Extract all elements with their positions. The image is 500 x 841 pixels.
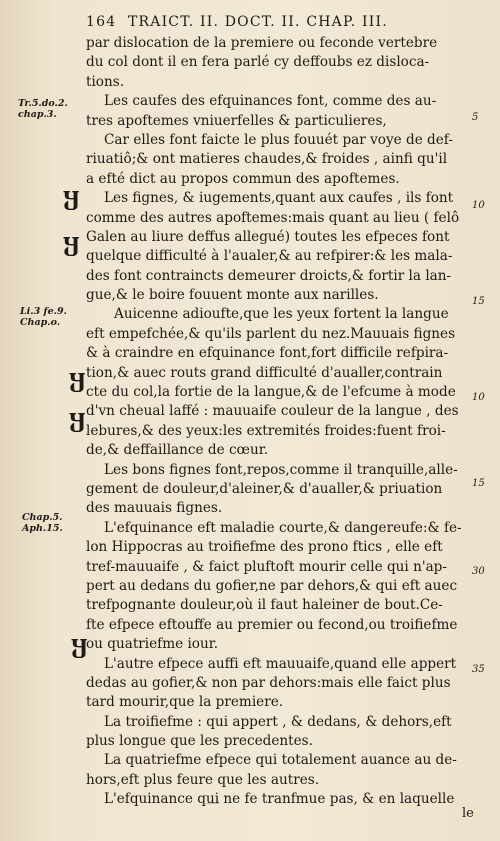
- line-number: 15: [472, 296, 485, 307]
- text-line: hors,eft plus feure que les autres.: [86, 771, 320, 788]
- text-line: du col dont il en fera parlé cy deffoubs ez disloca-: [86, 54, 430, 71]
- text-line: Auicenne adioufte,que les yeux fortent la langue: [114, 306, 449, 323]
- running-header: [86, 14, 466, 30]
- text-line: Les caufes des efquinances font, comme des au-: [104, 93, 437, 110]
- text-line: des mauuais fignes.: [86, 500, 223, 517]
- text-line: tion,& auec routs grand difficulté d'aualler,contrain: [86, 364, 443, 381]
- line-number: 30: [472, 566, 485, 577]
- text-line: L'efquinance qui ne fe tranfmue pas, & en laquelle: [104, 791, 455, 808]
- text-line: pert au dedans du gofier,ne par dehors,& qui eft auec: [86, 577, 458, 594]
- text-line: lebures,& des yeux:les extremités froides:fuent froi-: [86, 422, 446, 439]
- margin-note-line: chap.3.: [18, 109, 57, 120]
- text-line: tres apoftemes vniuerfelles & particulieres,: [86, 112, 387, 129]
- text-line: Car elles font faicte le plus fouuét par voye de def-: [104, 131, 453, 148]
- margin-note-line: Tr.5.do.2.: [18, 98, 68, 109]
- margin-note-reference: [18, 98, 74, 120]
- text-line: quelque difficulté à l'aualer,& au refpirer:& les mala-: [86, 248, 453, 265]
- text-line: tions.: [86, 73, 125, 90]
- text-line: tard mourir,que la premiere.: [86, 694, 284, 711]
- margin-note-reference: [20, 306, 76, 328]
- ink-smudge: [205, 795, 219, 804]
- text-line: gement de douleur,d'aleiner,& d'aualler,& priuation: [86, 480, 443, 497]
- text-line: La quatriefme efpece qui totalement auance au de-: [104, 752, 457, 769]
- margin-note-line: Chap.o.: [20, 317, 61, 328]
- text-line: tref-mauuaife , & faict pluftoft mourir celle qui n'ap-: [86, 558, 447, 575]
- text-line: cte du col,la fortie de la langue,& de l'efcume à mode: [86, 384, 456, 401]
- text-line: La troifiefme : qui appert , & dedans, & dehors,eft: [104, 713, 452, 730]
- margin-note-line: Aph.15.: [22, 523, 63, 534]
- text-line: eft empefchée,& qu'ils parlent du nez.Mauuais fignes: [86, 325, 456, 342]
- page-number: 164: [86, 14, 117, 30]
- text-line: L'autre efpece auffi eft mauuaife,quand elle appert: [104, 655, 457, 672]
- running-title: TRAICT. II. DOCT. II. CHAP. III.: [127, 14, 388, 30]
- text-line: Les bons fignes font,repos,comme il tranquille,alle-: [104, 461, 458, 478]
- line-number: 15: [472, 478, 485, 489]
- text-line: dedas au gofier,& non par dehors:mais elle faict plus: [86, 674, 451, 691]
- line-number: 10: [472, 392, 485, 403]
- text-line: gue,& le boire fouuent monte aux narilles.: [86, 287, 379, 304]
- text-line: de,& deffaillance de cœur.: [86, 442, 269, 459]
- margin-note-reference: [22, 512, 78, 534]
- body-text: [86, 34, 468, 810]
- text-line: par dislocation de la premiere ou feconde vertebre: [86, 35, 438, 51]
- text-line: Galen au liure deffus allegué) toutes les efpeces font: [86, 228, 450, 245]
- paragraph-mark-icon: Ⴘ: [62, 190, 81, 216]
- text-line: d'vn cheual laffé : mauuaife couleur de la langue , des: [86, 403, 459, 420]
- text-line: & à craindre en efquinance font,fort difficile refpira-: [86, 345, 449, 362]
- text-line: plus longue que les precedentes.: [86, 733, 313, 750]
- text-line: fte efpece eftouffe au premier ou fecond,ou troifiefme: [86, 616, 458, 633]
- text-line: Les fignes, & iugements,quant aux caufes , ils font: [104, 190, 454, 207]
- text-line: trefpognante douleur,où il faut haleiner de bout.Ce-: [86, 597, 443, 614]
- text-line: des font contraincts demeurer droicts,& fortir la lan-: [86, 267, 452, 284]
- text-line: lon Hippocras au troifiefme des prono ftics , elle eft: [86, 539, 443, 556]
- paragraph-mark-icon: Ⴘ: [68, 412, 87, 438]
- text-line: L'efquinance eft maladie courte,& dangereufe:& fe-: [104, 519, 462, 536]
- text-line: ou quatriefme iour.: [86, 636, 219, 653]
- line-number: 5: [472, 112, 479, 123]
- catchword: le: [462, 806, 474, 821]
- paragraph-mark-icon: Ⴘ: [70, 638, 89, 664]
- line-number: 10: [472, 200, 485, 211]
- paragraph-mark-icon: Ⴘ: [68, 372, 87, 398]
- text-line: comme des autres apoftemes:mais quant au lieu ( felô: [86, 209, 460, 226]
- line-number: 35: [472, 664, 485, 675]
- text-line: a efté dict au propos commun des apoftemes.: [86, 170, 400, 187]
- paragraph-mark-icon: Ⴘ: [62, 236, 81, 262]
- text-line: riuatiô;& ont matieres chaudes,& froides , ainfi qu'il: [86, 151, 448, 168]
- margin-note-line: Chap.5.: [22, 512, 63, 523]
- margin-note-line: Li.3 fe.9.: [20, 306, 67, 317]
